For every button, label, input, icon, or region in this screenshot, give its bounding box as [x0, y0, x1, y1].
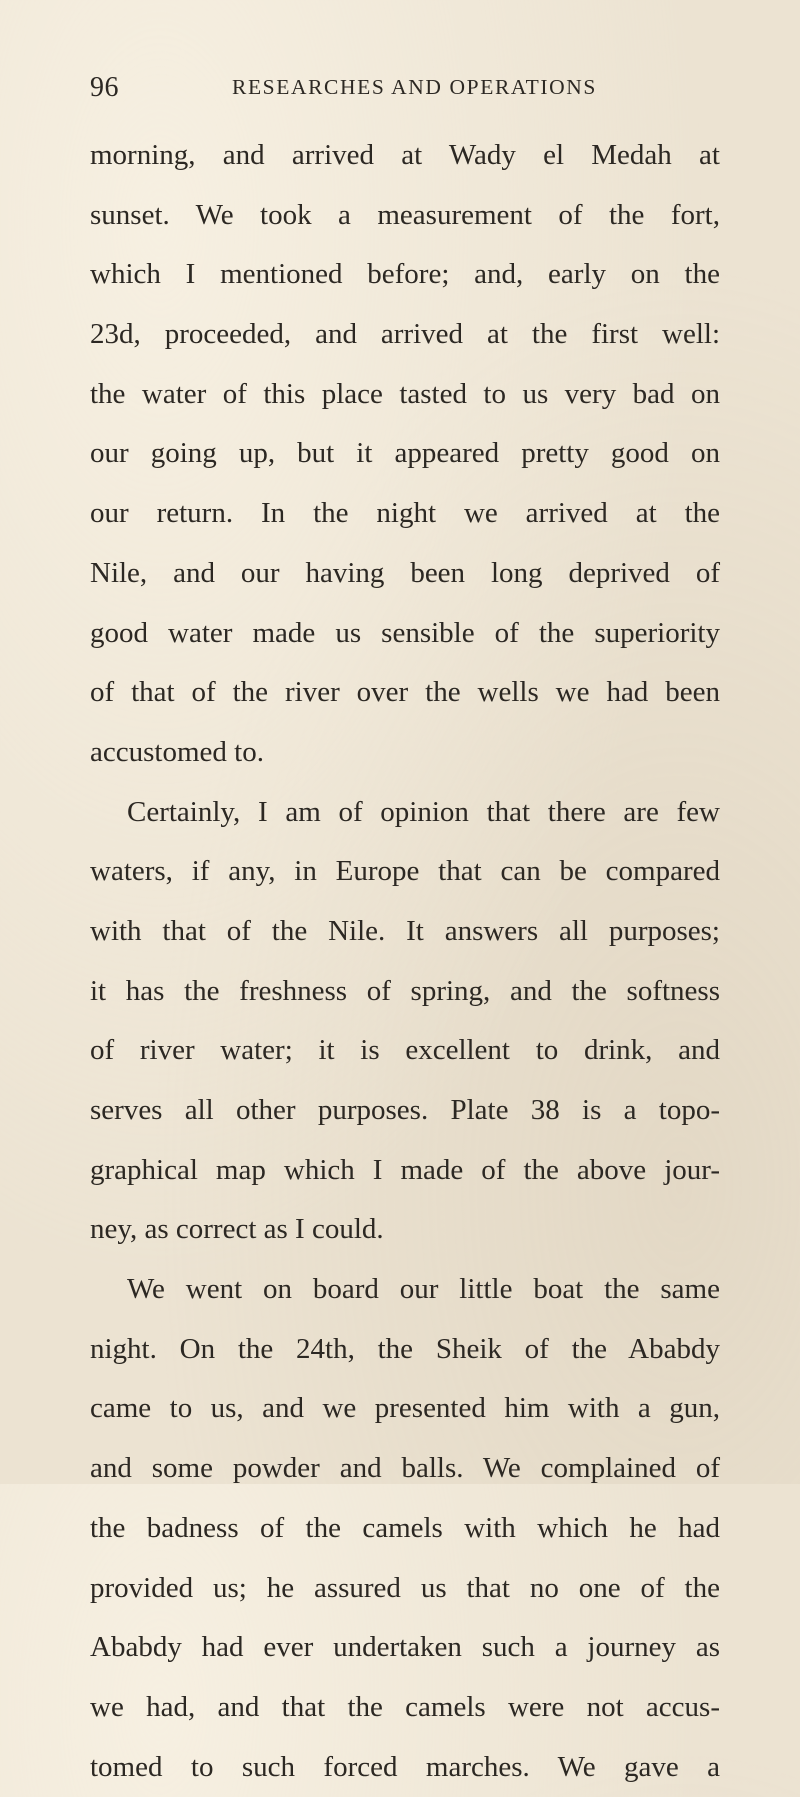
text-line: it has the freshness of spring, and the softness: [90, 974, 720, 1007]
text-line: our return. In the night we arrived at the: [90, 497, 720, 530]
text-line: came to us, and we presented him with a gun,: [90, 1392, 720, 1425]
text-line: Nile, and our having been long deprived of: [90, 556, 720, 589]
text-line: night. On the 24th, the Sheik of the Ababdy: [90, 1332, 720, 1365]
text-line: waters, if any, in Europe that can be compared: [90, 855, 720, 888]
text-line: serves all other purposes. Plate 38 is a topo-: [90, 1094, 720, 1126]
text-line: and some powder and balls. We complained of: [90, 1452, 720, 1485]
text-line: sunset. We took a measurement of the fort,: [90, 198, 720, 231]
text-line: 23d, proceeded, and arrived at the first well:: [90, 318, 720, 351]
page-header: [90, 72, 720, 108]
running-head: RESEARCHES AND OPERATIONS: [232, 75, 597, 99]
text-line: the badness of the camels with which he had: [90, 1511, 720, 1544]
text-line: of that of the river over the wells we had been: [90, 676, 720, 709]
paragraph-start-line: We went on board our little boat the same: [127, 1273, 720, 1306]
text-line: good water made us sensible of the superiority: [90, 616, 720, 649]
paragraph-end-line: ney, as correct as I could.: [90, 1213, 384, 1246]
text-line: provided us; he assured us that no one of the: [90, 1571, 720, 1604]
text-line: with that of the Nile. It answers all purposes;: [90, 914, 720, 947]
text-line: our going up, but it appeared pretty good on: [90, 437, 720, 470]
text-line: which I mentioned before; and, early on the: [90, 258, 720, 291]
text-line: tomed to such forced marches. We gave a: [90, 1750, 720, 1783]
text-line: graphical map which I made of the above jour-: [90, 1153, 720, 1186]
paragraph-start-line: Certainly, I am of opinion that there are few: [127, 795, 720, 828]
paragraph-end-line: accustomed to.: [90, 735, 264, 768]
body-text: [90, 126, 720, 1797]
text-line: we had, and that the camels were not accus-: [90, 1690, 720, 1723]
text-line: morning, and arrived at Wady el Medah at: [90, 139, 720, 171]
text-line: the water of this place tasted to us very bad on: [90, 377, 720, 410]
page-number: 96: [90, 72, 119, 103]
text-line: of river water; it is excellent to drink, and: [90, 1034, 720, 1067]
text-line: Ababdy had ever undertaken such a journey as: [90, 1631, 720, 1664]
